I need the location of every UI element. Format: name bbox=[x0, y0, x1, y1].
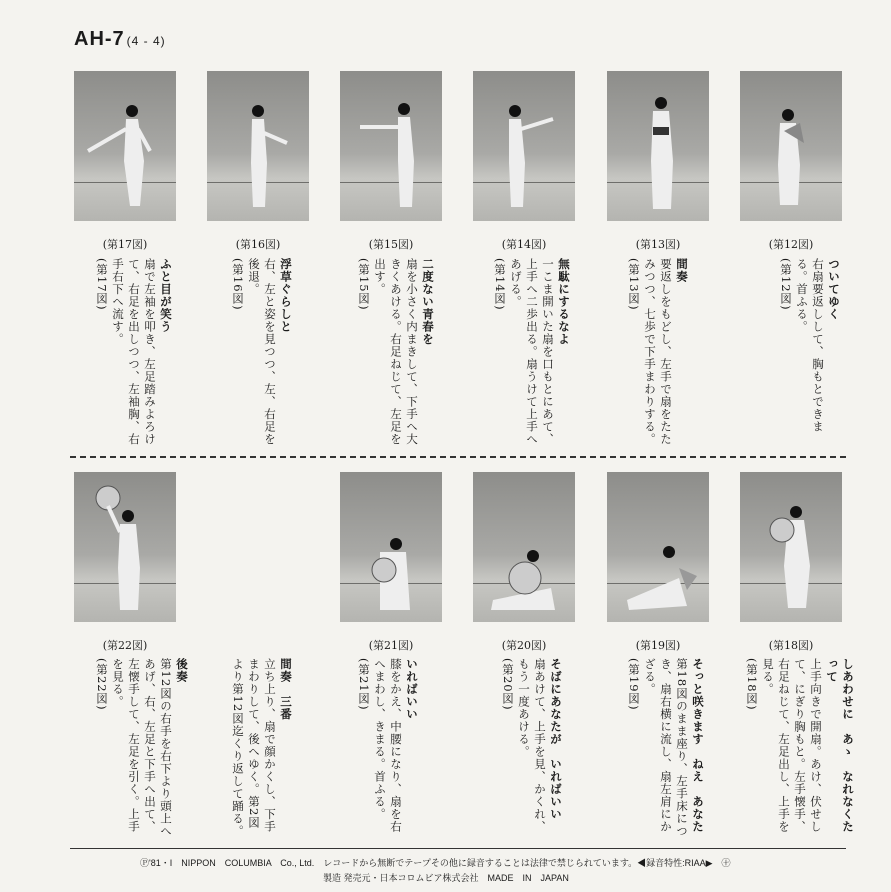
instruction-fig12 bbox=[778, 258, 842, 450]
photo-fig18 bbox=[740, 472, 842, 622]
figure-ref: (第15図) bbox=[357, 258, 371, 311]
photo-fig14 bbox=[473, 71, 575, 221]
photo-fig19 bbox=[607, 472, 709, 622]
instruction-fig20 bbox=[500, 658, 564, 840]
instruction-fig17 bbox=[94, 258, 174, 450]
figure-ref: (第16図) bbox=[231, 258, 245, 311]
copyright-notice: Ⓟ'81・I NIPPON COLUMBIA Co., Ltd. レコードから無断でテープその他に録音することは法律で禁じられています。◀録音特性:RIAA▶ ㊉ bbox=[140, 858, 731, 868]
figure-ref: (第19図) bbox=[627, 658, 641, 711]
dancer-figure-15 bbox=[340, 71, 442, 221]
lyric-title: そばにあなたが いればいい bbox=[549, 658, 563, 821]
photo-fig13 bbox=[607, 71, 709, 221]
photo-fig22 bbox=[74, 472, 176, 622]
lyric-title: 間奏 三番 bbox=[279, 658, 293, 721]
figure-ref: (第12図) bbox=[779, 258, 793, 311]
dancer-figure-17 bbox=[74, 71, 176, 221]
photo-fig16 bbox=[207, 71, 309, 221]
footer-rule bbox=[70, 848, 846, 849]
lyric-title: 無駄にするなよ bbox=[557, 258, 571, 346]
photo-fig17 bbox=[74, 71, 176, 221]
instruction-fig22 bbox=[94, 658, 190, 840]
figure-ref: (第13図) bbox=[627, 258, 641, 311]
dancer-figure-22 bbox=[74, 472, 176, 622]
caption-fig15: (第15図) bbox=[368, 238, 414, 251]
instruction-fig16 bbox=[230, 258, 294, 450]
figure-ref: (第22図) bbox=[95, 658, 109, 711]
instruction-fig18 bbox=[744, 658, 856, 840]
photo-fig12 bbox=[740, 71, 842, 221]
instruction-interlude-3 bbox=[230, 658, 294, 840]
instruction-fig15 bbox=[356, 258, 436, 450]
instruction-body: 一こま開いた扇を口もとにあて、上手へ二歩出る。扇うけて上手へあげる。 bbox=[509, 258, 555, 446]
figure-ref: (第20図) bbox=[501, 658, 515, 711]
instruction-fig21 bbox=[356, 658, 420, 840]
lyric-title: いればいい bbox=[405, 658, 419, 721]
lyric-title: そっと咲きます ねえ あなた bbox=[691, 658, 705, 833]
catalog-code-sub: (4 - 4) bbox=[126, 34, 166, 48]
instruction-body: 立ち上り、扇で顔かくし、下手まわりして、後へゆく。第2図より第12図迄くり返して踊る。 bbox=[231, 658, 277, 838]
caption-fig17: (第17図) bbox=[102, 238, 148, 251]
figure-ref: (第18図) bbox=[745, 658, 759, 711]
figure-ref: (第21図) bbox=[357, 658, 371, 711]
catalog-code-main: AH-7 bbox=[74, 28, 125, 50]
lyric-title: 間奏 bbox=[675, 258, 689, 283]
figure-ref: (第17図) bbox=[95, 258, 109, 311]
instruction-fig13 bbox=[626, 258, 690, 450]
dancer-figure-14 bbox=[473, 71, 575, 221]
instruction-fig14 bbox=[492, 258, 572, 450]
caption-fig13: (第13図) bbox=[635, 238, 681, 251]
photo-fig15 bbox=[340, 71, 442, 221]
caption-fig21: (第21図) bbox=[368, 639, 414, 652]
lyric-title: ふと目が笑う bbox=[159, 258, 173, 333]
lyric-title: 浮草ぐらしと bbox=[279, 258, 293, 333]
dancer-figure-20 bbox=[473, 472, 575, 622]
instruction-body: 扇を小さく内まきして、下手へ大きくあける。右足ねじて、左足を出す。 bbox=[373, 258, 419, 446]
caption-fig16: (第16図) bbox=[235, 238, 281, 251]
dancer-figure-21 bbox=[340, 472, 442, 622]
instruction-body: 第18図のまま座り、左手床につき、扇右横に流し、扇左肩にかざる。 bbox=[643, 658, 689, 838]
figure-ref: (第14図) bbox=[493, 258, 507, 311]
lyric-title: しあわせに あゝ なれなくたって bbox=[825, 658, 855, 833]
section-divider bbox=[70, 456, 846, 458]
caption-fig12: (第12図) bbox=[768, 238, 814, 251]
instruction-body: 右、左と姿を見つつ、左、右足を後退。 bbox=[247, 258, 277, 446]
instruction-body: 要返しをもどし、左手で扇をたたみつつ、七歩で下手まわりする。 bbox=[643, 258, 673, 446]
lyric-title: 後奏 bbox=[175, 658, 189, 683]
instruction-body: 扇で左袖を叩き、左足踏みよろけて、右足を出しつつ、左袖胸、右手右下へ流す。 bbox=[111, 258, 157, 446]
manufacturer-notice: 製造 発売元・日本コロムビア株式会社 MADE IN JAPAN bbox=[323, 873, 569, 883]
caption-fig20: (第20図) bbox=[501, 639, 547, 652]
photo-fig20 bbox=[473, 472, 575, 622]
lyric-title: 二度ない青春を bbox=[421, 258, 435, 346]
caption-fig18: (第18図) bbox=[768, 639, 814, 652]
photo-fig21 bbox=[340, 472, 442, 622]
caption-fig19: (第19図) bbox=[635, 639, 681, 652]
caption-fig14: (第14図) bbox=[501, 238, 547, 251]
instruction-body: 扇あけて、上手を見、かくれ、もう一度あける。 bbox=[517, 658, 547, 833]
dancer-figure-18 bbox=[740, 472, 842, 622]
dancer-figure-16 bbox=[207, 71, 309, 221]
lyric-title: ついてゆく bbox=[827, 258, 841, 321]
dancer-figure-19 bbox=[607, 472, 709, 622]
dancer-figure-12 bbox=[740, 71, 842, 221]
catalog-code bbox=[74, 28, 166, 51]
instruction-fig19 bbox=[626, 658, 706, 840]
instruction-body: 上手向きで開扇。あけ、伏せして、にぎり胸もと。左手懐手、右足ねじて、左足出し、上手を見る。 bbox=[761, 658, 823, 833]
instruction-body: 第12図の右手を右下より頭上へあげ、右、左足と下手へ出て、左懐手して、左足を引く。上手を見る。 bbox=[111, 658, 173, 838]
instruction-body: 右扇要返しして、胸もとできまる。首ふる。 bbox=[795, 258, 825, 433]
caption-fig22: (第22図) bbox=[102, 639, 148, 652]
instruction-body: 膝をかえ、中腰になり、扇を右へまわし、きまる。首ふる。 bbox=[373, 658, 403, 833]
dancer-figure-13 bbox=[607, 71, 709, 221]
